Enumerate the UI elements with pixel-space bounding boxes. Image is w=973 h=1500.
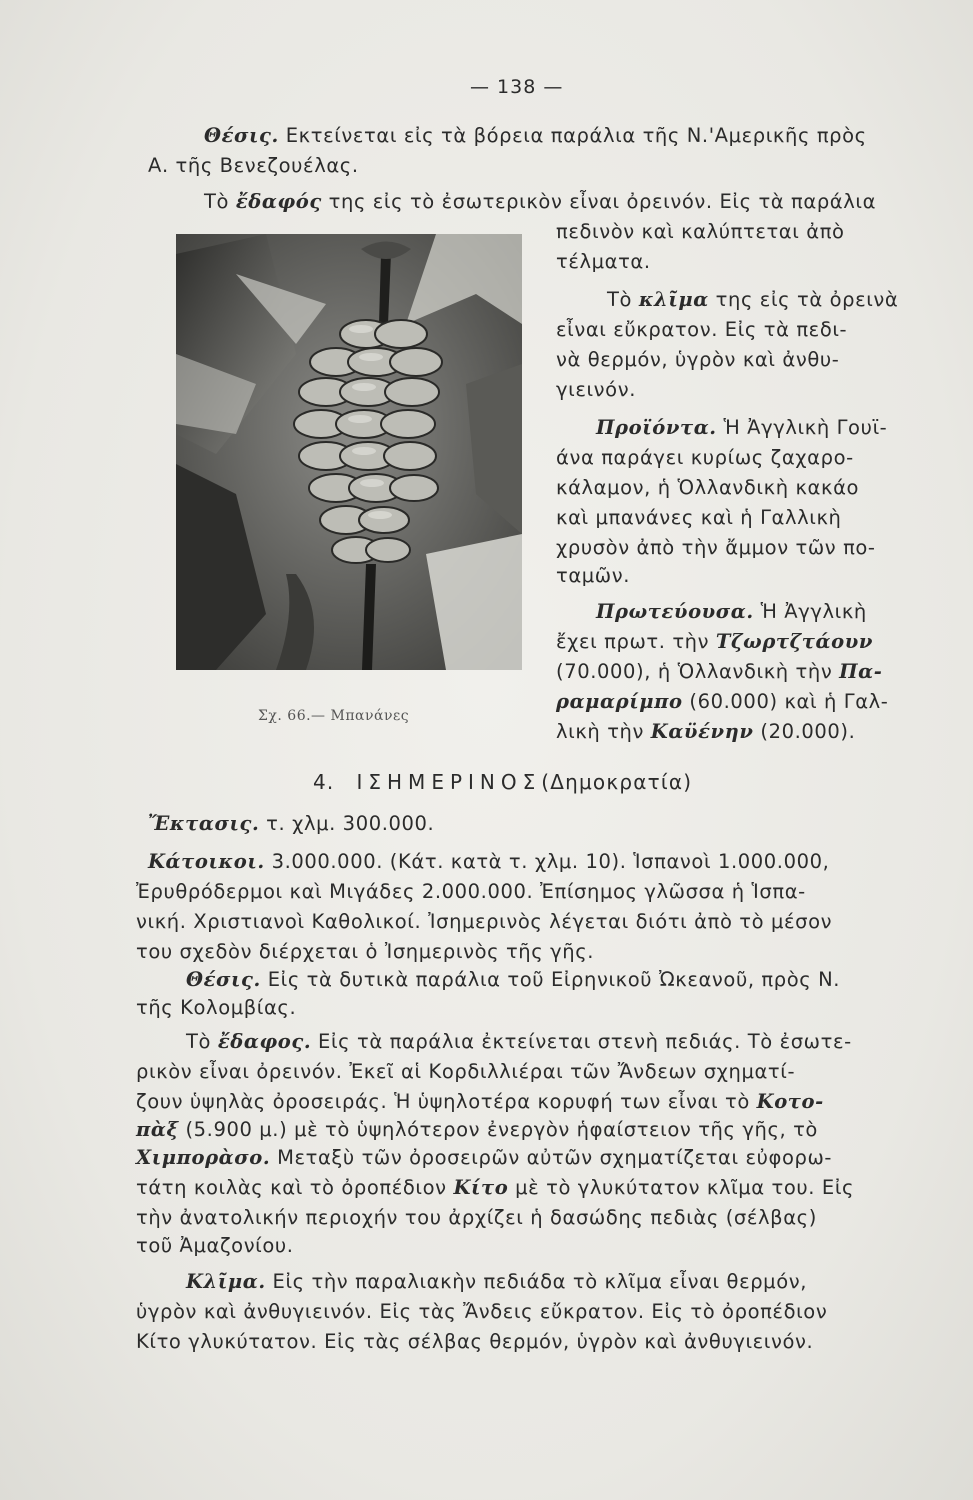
katoikoi-line-3: νική. Χριστιανοὶ Καθολικοί. Ἰσημερινὸς λέγεται διότι ἀπὸ τὸ μέσον [136, 910, 833, 933]
klima-line-1: Τὸ κλῖμα της εἰς τὰ ὀρεινὰ [607, 288, 899, 311]
klima-line-4: γιεινόν. [556, 378, 636, 401]
edafos-line-3: τέλματα. [556, 250, 651, 273]
proteuousa-line-1: Πρωτεύουσα. Ἡ Ἀγγλικὴ [596, 600, 867, 623]
edafos2-line-3: ζουν ὑψηλὰς ὀροσειράς. Ἡ ὑψηλοτέρα κορυφή των εἶναι τὸ Κοτο- [136, 1090, 824, 1113]
banana-photo [176, 234, 522, 670]
edafos-line-1: Τὸ ἔδαφός της εἰς τὸ ἐσωτερικὸν εἶναι ὀρεινόν. Εἰς τὰ παράλια [204, 190, 877, 213]
thesis-line-1: Θέσις. Εκτείνεται εἰς τὰ βόρεια παράλια τῆς Ν.'Αμερικῆς πρὸς [204, 124, 867, 147]
section-title: ΙΣΗΜΕΡΙΝΟΣ [356, 770, 542, 794]
thesis2-label: Θέσις. [186, 968, 261, 991]
proteuousa-line-5: λικὴ τὴν Καϋένην (20.000). [556, 720, 856, 743]
proionta-line-4: καὶ μπανάνες καὶ ἡ Γαλλικὴ [556, 506, 842, 529]
section-number: 4. [313, 770, 335, 794]
page-number: — 138 — [470, 76, 564, 98]
katoikoi-line-1: Κάτοικοι. 3.000.000. (Κάτ. κατὰ τ. χλμ. 10). Ἱσπανοὶ 1.000.000, [148, 850, 830, 873]
edafos-label: ἔδαφός [235, 190, 322, 213]
quito: Κίτο [453, 1176, 509, 1199]
proteuousa-line-2: ἔχει πρωτ. τὴν Τζωρτζτάουν [556, 630, 873, 653]
thesis-label: Θέσις. [204, 124, 279, 147]
edafos2-label: ἔδαφος. [217, 1030, 312, 1053]
proionta-line-2: άνα παράγει κυρίως ζαχαρο- [556, 446, 854, 469]
proteuousa-line-4: ραμαρίμπο (60.000) καὶ ἡ Γαλ- [556, 690, 889, 713]
klima2-label: Κλῖμα. [186, 1270, 266, 1293]
proionta-label: Προϊόντα. [596, 416, 717, 439]
klima2-line-3: Κίτο γλυκύτατον. Εἰς τὰς σέλβας θερμόν, ὑγρὸν καὶ ἀνθυγιεινόν. [136, 1330, 814, 1353]
edafos2-line-7: τὴν ἀνατολικήν περιοχήν του ἀρχίζει ἡ δασώδης πεδιὰς (σέλβας) [136, 1206, 817, 1229]
klima2-line-2: ὑγρὸν καὶ ἀνθυγιεινόν. Εἰς τὰς Ἄνδεις εὔκρατον. Εἰς τὸ ὀροπέδιον [136, 1300, 828, 1323]
edafos2-line-6: τάτη κοιλὰς καὶ τὸ ὀροπέδιον Κίτο μὲ τὸ γλυκύτατον κλῖμα του. Εἰς [136, 1176, 855, 1199]
edafos2-line-1: Τὸ ἔδαφος. Εἰς τὰ παράλια ἐκτείνεται στενὴ πεδιάς. Τὸ ἐσωτε- [186, 1030, 852, 1053]
katoikoi-label: Κάτοικοι. [148, 850, 265, 873]
edafos2-line-5: Χιμπορὰσο. Μεταξὺ τῶν ὀροσειρῶν αὐτῶν σχηματίζεται εὐφορω- [136, 1146, 833, 1169]
city-paramaribo: ραμαρίμπο [556, 690, 683, 713]
thesis2-line-2: τῆς Κολομβίας. [136, 996, 297, 1019]
chimborazo: Χιμπορὰσο. [136, 1146, 271, 1169]
proionta-line-3: κάλαμον, ἡ Ὁλλανδικὴ κακάο [556, 476, 860, 499]
edafos-line-2: πεδινὸν καὶ καλύπτεται ἀπὸ [556, 220, 845, 243]
thesis-line-2: Α. τῆς Βενεζουέλας. [148, 154, 359, 177]
proionta-line-1: Προϊόντα. Ἡ Ἀγγλικὴ Γουϊ- [596, 416, 888, 439]
city-georgetown: Τζωρτζτάουν [715, 630, 873, 653]
figure-caption: Σχ. 66.— Μπανάνες [258, 708, 410, 724]
banana-photo-illustration [176, 234, 522, 670]
proteuousa-label: Πρωτεύουσα. [596, 600, 754, 623]
proionta-line-6: ταμῶν. [556, 564, 631, 587]
ektasis-line: Ἔκτασις. τ. χλμ. 300.000. [148, 812, 435, 835]
klima2-line-1: Κλῖμα. Εἰς τὴν παραλιακὴν πεδιάδα τὸ κλῖμα εἶναι θερμόν, [186, 1270, 808, 1293]
cotopaxi: Κοτο- [756, 1090, 824, 1113]
katoikoi-line-4: του σχεδὸν διέρχεται ὁ Ἰσημερινὸς τῆς γῆς. [136, 940, 595, 963]
klima-line-3: νὰ θερμόν, ὑγρὸν καὶ ἀνθυ- [556, 348, 840, 371]
katoikoi-line-2: Ἐρυθρόδερμοι καὶ Μιγάδες 2.000.000. Ἐπίσημος γλῶσσα ἡ Ἱσπα- [136, 880, 806, 903]
klima-label: κλῖμα [638, 288, 709, 311]
edafos2-line-8: τοῦ Ἀμαζονίου. [136, 1234, 294, 1257]
ektasis-label: Ἔκτασις. [148, 812, 260, 835]
section-subtitle: (Δημοκρατία) [541, 770, 693, 794]
section-heading [313, 770, 692, 794]
edafos2-line-4: πὰξ (5.900 μ.) μὲ τὸ ὑψηλότερον ἐνεργὸν ἡφαίστειον τῆς γῆς, τὸ [136, 1118, 818, 1141]
proteuousa-line-3: (70.000), ἡ Ὁλλανδικὴ τὴν Πα- [556, 660, 883, 683]
thesis2-line-1: Θέσις. Εἰς τὰ δυτικὰ παράλια τοῦ Εἰρηνικοῦ Ὠκεανοῦ, πρὸς Ν. [186, 968, 841, 991]
city-cayenne: Καϋένην [650, 720, 754, 743]
proionta-line-5: χρυσὸν ἀπὸ τὴν ἄμμον τῶν πο- [556, 536, 876, 559]
edafos2-line-2: ρικὸν εἶναι ὀρεινόν. Ἐκεῖ αἱ Κορδιλλιέραι τῶν Ἄνδεων σχηματί- [136, 1060, 796, 1083]
klima-line-2: εἶναι εὔκρατον. Εἰς τὰ πεδι- [556, 318, 848, 341]
